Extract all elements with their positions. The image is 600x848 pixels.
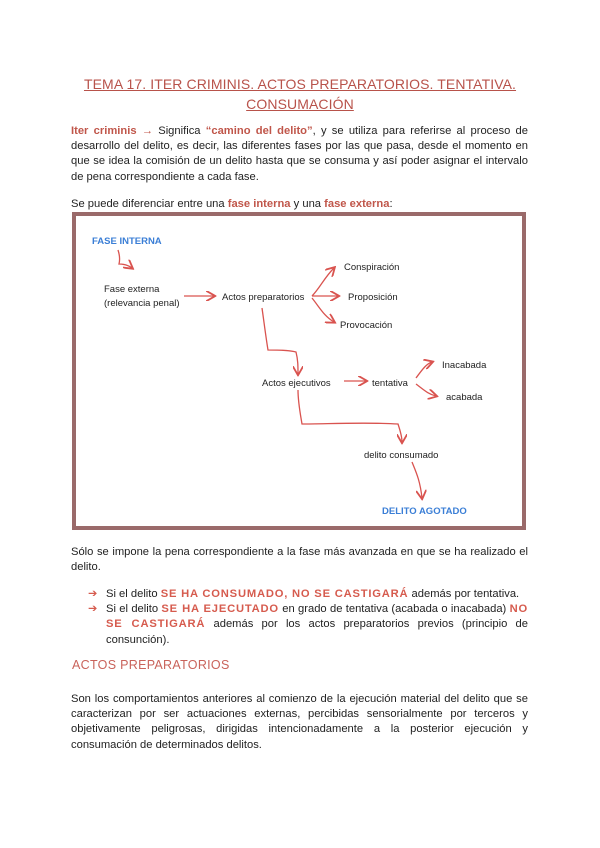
bullet-1-caps: SE HA CONSUMADO, NO SE CASTIGARÁ bbox=[160, 588, 409, 600]
intro-text-2: , y se utiliza para referirse al proceso de desarrollo del delito, es decir, las diferentes fases por las que pasa, desde el momento en que se idea la comisión de un delito hasta que se consuma y así poder asignar el intervalo de pena correspondiente a cada fase. bbox=[71, 125, 528, 183]
intro-paragraph bbox=[71, 124, 528, 185]
node-provocacion: Provocación bbox=[340, 320, 393, 331]
bullet-ejecutado bbox=[88, 602, 528, 648]
arrow-to-conspiracion bbox=[312, 268, 334, 296]
phases-text-2: y una bbox=[290, 198, 325, 210]
iter-criminis-term: Iter criminis bbox=[71, 125, 137, 137]
arrow-to-agotado bbox=[412, 462, 422, 498]
node-delito-consumado: delito consumado bbox=[364, 450, 439, 461]
arrow-interna-to-externa bbox=[118, 250, 132, 268]
page-title bbox=[60, 74, 540, 114]
intro-arrow: → bbox=[136, 125, 159, 137]
phases-text-3: : bbox=[389, 198, 393, 210]
section-body: Son los comportamientos anteriores al comienzo de la ejecución material del delito que se caracterizan por ser actuaciones externas, percibidas sensorialmente por terceros y objetivamente peligrosas, dirigidas intencionadamente a la posterior ejecución y consumación de determinados delitos. bbox=[71, 693, 528, 751]
title-line-1: TEMA 17. ITER CRIMINIS. ACTOS PREPARATORIOS. TENTATIVA. bbox=[83, 76, 517, 92]
node-delito-agotado: DELITO AGOTADO bbox=[382, 506, 467, 517]
node-acabada: acabada bbox=[446, 392, 483, 403]
fase-externa-term: fase externa bbox=[324, 198, 390, 210]
section-heading: ACTOS PREPARATORIOS bbox=[72, 658, 230, 672]
node-tentativa: tentativa bbox=[372, 378, 408, 389]
bullet-list bbox=[88, 587, 528, 648]
node-inacabada: Inacabada bbox=[442, 360, 487, 371]
penalty-paragraph: Sólo se impone la pena correspondiente a la fase más avanzada en que se ha realizado el delito. bbox=[71, 546, 528, 574]
bullet-2-caps-2: NO SE CASTIGARÁ bbox=[106, 603, 529, 631]
diagram-svg bbox=[76, 216, 522, 526]
arrow-to-consumado bbox=[298, 390, 402, 442]
intro-text-1: Significa bbox=[158, 125, 206, 137]
bullet-1-post: además por tentativa. bbox=[408, 588, 520, 600]
node-proposicion: Proposición bbox=[348, 292, 398, 303]
node-relevancia-penal: (relevancia penal) bbox=[104, 298, 180, 309]
bullet-2-mid: en grado de tentativa (acabada o inacabada) bbox=[278, 603, 510, 616]
phases-text-1: Se puede diferenciar entre una bbox=[71, 198, 228, 210]
node-fase-externa: Fase externa bbox=[104, 284, 160, 295]
bullet-2-pre: Si el delito bbox=[106, 603, 162, 616]
bullet-2-caps-1: SE HA EJECUTADO bbox=[161, 603, 279, 616]
arrow-to-provocacion bbox=[312, 298, 334, 322]
bullet-2-post: además por los actos preparatorios previos (principio de consunción). bbox=[106, 618, 528, 646]
iter-criminis-diagram bbox=[72, 212, 526, 530]
bullet-1-pre: Si el delito bbox=[106, 588, 161, 600]
title-line-2: CONSUMACIÓN bbox=[246, 96, 354, 112]
bullet-arrow-icon: ➔ bbox=[88, 588, 98, 600]
arrow-to-acabada bbox=[416, 384, 436, 396]
bullet-arrow-icon: ➔ bbox=[88, 603, 98, 616]
node-actos-preparatorios: Actos preparatorios bbox=[222, 292, 305, 303]
intro-quote: “camino del delito” bbox=[205, 125, 313, 137]
node-fase-interna: FASE INTERNA bbox=[92, 236, 162, 247]
bullet-consumado bbox=[88, 587, 528, 602]
arrow-to-ejecutivos bbox=[262, 308, 298, 374]
arrow-to-inacabada bbox=[416, 362, 432, 378]
node-actos-ejecutivos: Actos ejecutivos bbox=[262, 378, 331, 389]
phases-paragraph bbox=[71, 197, 528, 212]
fase-interna-term: fase interna bbox=[227, 198, 291, 210]
node-conspiracion: Conspiración bbox=[344, 262, 400, 273]
